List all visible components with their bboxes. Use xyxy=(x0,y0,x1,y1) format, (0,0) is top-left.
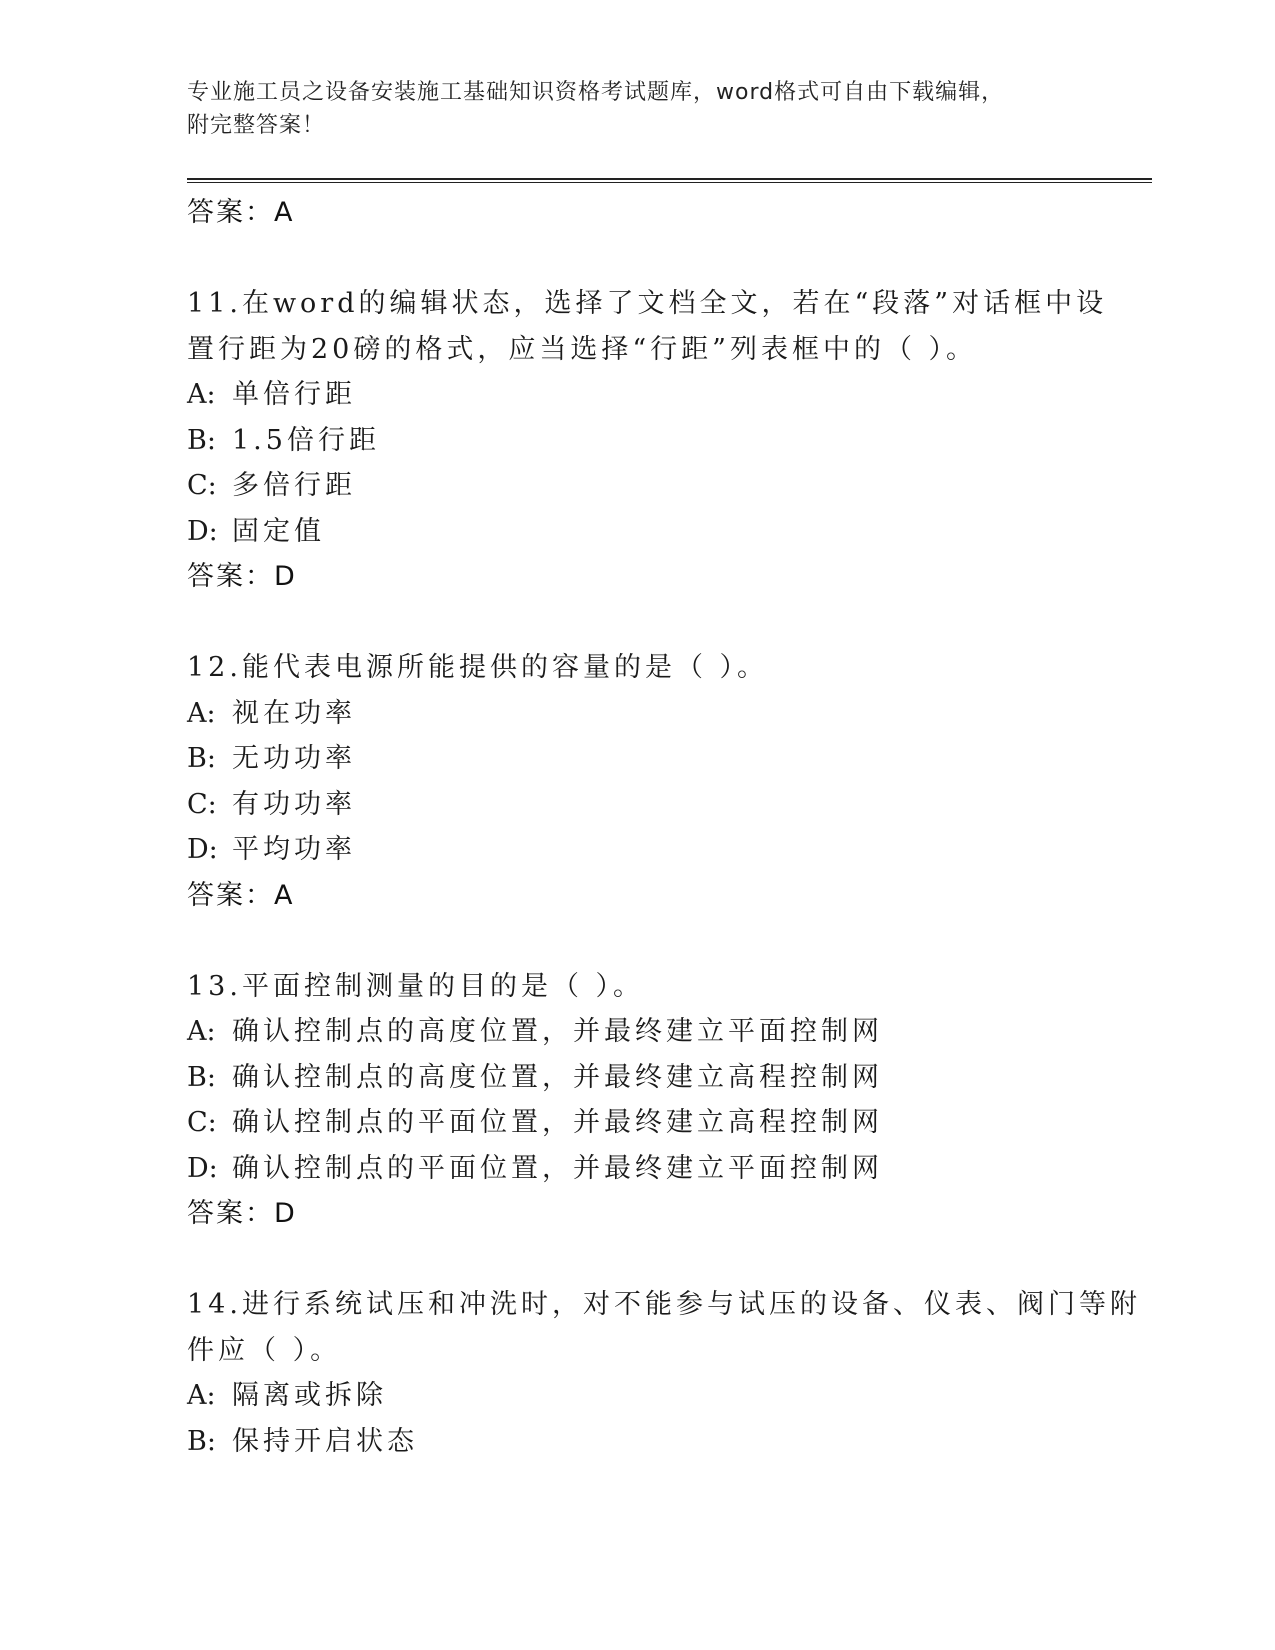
question-block xyxy=(187,964,1152,1237)
answer-line: 答案：D xyxy=(187,561,297,592)
option-c xyxy=(187,1100,1152,1146)
option-a xyxy=(187,1373,1152,1419)
option-text: 1.5倍行距 xyxy=(232,424,380,456)
question-stem: 13.平面控制测量的目的是（ ）。 xyxy=(187,970,645,1002)
option-text: 保持开启状态 xyxy=(232,1425,418,1457)
question-block xyxy=(187,281,1152,600)
option-text: 多倍行距 xyxy=(232,470,356,501)
option-letter: C: xyxy=(187,1107,217,1138)
document-body xyxy=(187,190,1152,1464)
answer-line: 答案：A xyxy=(187,197,295,228)
option-a xyxy=(187,691,1152,737)
question-block xyxy=(187,1282,1152,1464)
question-block xyxy=(187,645,1152,918)
option-text: 隔离或拆除 xyxy=(232,1380,387,1411)
option-b xyxy=(187,418,1152,464)
question-stem: 11.在word的编辑状态，选择了文档全文，若在“段落”对话框中设 xyxy=(187,288,1108,319)
option-text: 固定值 xyxy=(232,515,325,547)
option-letter: D: xyxy=(187,834,218,865)
option-letter: D: xyxy=(187,1152,218,1184)
option-letter: A: xyxy=(187,379,216,410)
option-letter: B: xyxy=(187,1061,216,1093)
option-text: 有功功率 xyxy=(232,788,356,820)
question-stem: 件应（ ）。 xyxy=(187,1334,342,1366)
option-letter: B: xyxy=(187,424,216,456)
option-c xyxy=(187,782,1152,828)
option-letter: A: xyxy=(187,1016,216,1047)
header-line: 专业施工员之设备安装施工基础知识资格考试题库，word格式可自由下载编辑， xyxy=(187,80,1005,105)
header-line: 附完整答案！ xyxy=(187,113,326,138)
option-d xyxy=(187,1146,1152,1192)
option-letter: A: xyxy=(187,697,216,729)
option-letter: C: xyxy=(187,788,217,820)
option-text: 确认控制点的平面位置，并最终建立平面控制网 xyxy=(232,1152,883,1184)
option-text: 确认控制点的高度位置，并最终建立平面控制网 xyxy=(232,1016,883,1047)
option-text: 平均功率 xyxy=(232,834,356,865)
question-stem: 置行距为20磅的格式，应当选择“行距”列表框中的（ ）。 xyxy=(187,333,978,365)
header-divider xyxy=(187,178,1152,183)
option-c xyxy=(187,463,1152,509)
document-header xyxy=(187,76,1087,142)
option-text: 确认控制点的高度位置，并最终建立高程控制网 xyxy=(232,1061,883,1093)
option-letter: D: xyxy=(187,515,218,547)
option-a xyxy=(187,372,1152,418)
option-text: 单倍行距 xyxy=(232,379,356,410)
question-stem: 12.能代表电源所能提供的容量的是（ ）。 xyxy=(187,652,769,683)
option-b xyxy=(187,1419,1152,1465)
option-b xyxy=(187,736,1152,782)
answer-line: 答案：D xyxy=(187,1198,297,1229)
option-text: 确认控制点的平面位置，并最终建立高程控制网 xyxy=(232,1107,883,1138)
option-d xyxy=(187,827,1152,873)
option-a xyxy=(187,1009,1152,1055)
option-text: 视在功率 xyxy=(232,697,356,729)
option-letter: C: xyxy=(187,470,217,501)
option-letter: B: xyxy=(187,1425,216,1457)
option-text: 无功功率 xyxy=(232,743,356,774)
option-d xyxy=(187,509,1152,555)
option-letter: B: xyxy=(187,743,216,774)
option-b xyxy=(187,1055,1152,1101)
question-stem: 14.进行系统试压和冲洗时，对不能参与试压的设备、仪表、阀门等附 xyxy=(187,1289,1141,1320)
option-letter: A: xyxy=(187,1380,216,1411)
answer-line: 答案：A xyxy=(187,879,295,911)
